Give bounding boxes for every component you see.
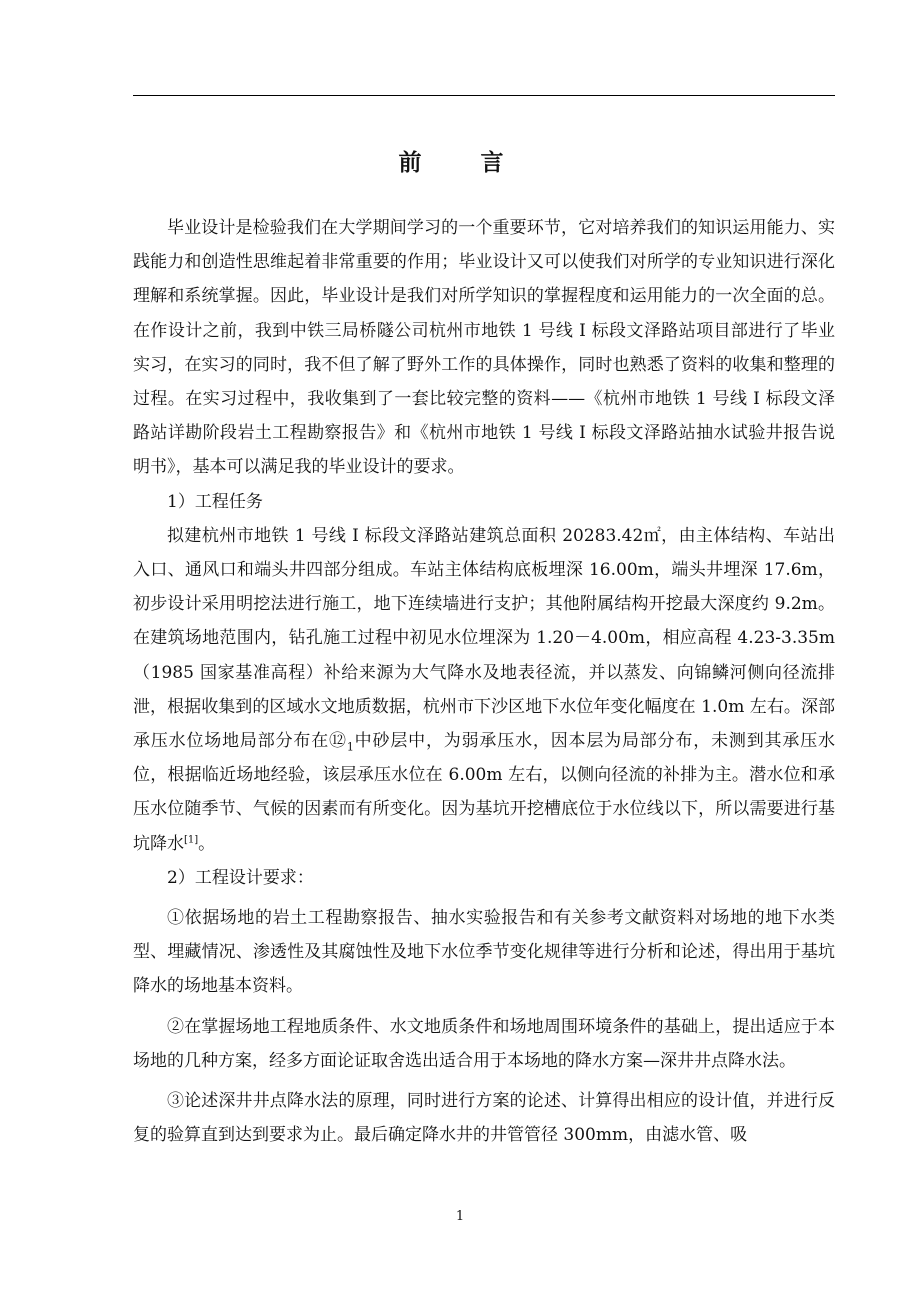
document-body bbox=[133, 211, 835, 1152]
requirements-heading: 2）工程设计要求： bbox=[167, 867, 314, 888]
task-text-part1: 拟建杭州市地铁 1 号线 I 标段文泽路站建筑总面积 20283.42㎡，由主体结构、车站出入口、通风口和端头井四部分组成。车站主体结构底板埋深 16.00m，端头井埋深 17.6m，初步设计采用明挖法进行施工，地下连续墙进行支护；其他附属结构开挖最大深度约 9.2m。在建筑场地范围内，钻孔施工过程中初见水位埋深为 1.20－4.00m，相应高程 4.23-3.35m（1985 国家基准高程）补给来源为大气降水及地表径流，并以蒸发、向锦鳞河侧向径流排泄，根据收集到的区域水文地质数据，杭州市下沙区地下水位年变化幅度在 1.0m 左右。深部承压水位场地局部分布在⑫ bbox=[133, 525, 835, 752]
requirement-item-3: ③论述深井井点降水法的原理，同时进行方案的论述、计算得出相应的设计值，并进行反复的验算直到达到要求为止。最后确定降水井的井管管径 300mm，由滤水管、吸 bbox=[133, 1091, 835, 1146]
citation-marker: [1] bbox=[184, 834, 199, 845]
page-number: 1 bbox=[455, 1209, 465, 1224]
requirement-item-1: ①依据场地的岩土工程勘察报告、抽水实验报告和有关参考文献资料对场地的地下水类型、埋藏情况、渗透性及其腐蚀性及地下水位季节变化规律等进行分析和论述，得出用于基坑降水的场地基本资料。 bbox=[133, 908, 835, 997]
task-text-part3: 。 bbox=[198, 833, 216, 854]
intro-paragraph: 毕业设计是检验我们在大学期间学习的一个重要环节，它对培养我们的知识运用能力、实践能力和创造性思维起着非常重要的作用；毕业设计又可以使我们对所学的专业知识进行深化理解和系统掌握。因此，毕业设计是我们对所学知识的掌握程度和运用能力的一次全面的总。在作设计之前，我到中铁三局桥隧公司杭州市地铁 1 号线 I 标段文泽路站项目部进行了毕业实习，在实习的同时，我不但了解了野外工作的具体操作，同时也熟悉了资料的收集和整理的过程。在实习过程中，我收集到了一套比较完整的资料——《杭州市地铁 1 号线 I 标段文泽路站详勘阶段岩土工程勘察报告》和《杭州市地铁 1 号线 I 标段文泽路站抽水试验井报告说明书》，基本可以满足我的毕业设计的要求。 bbox=[133, 218, 835, 478]
task-text-part2: 中砂层中，为弱承压水，因本层为局部分布，未测到其承压水位，根据临近场地经验，该层承压水位在 6.00m 左右，以侧向径流的补排为主。潜水位和承压水位随季节、气候的因素而有所变化。因为基坑开挖槽底位于水位线以下，所以需要进行基坑降水 bbox=[133, 731, 836, 854]
header-rule bbox=[133, 95, 835, 96]
task-heading: 1）工程任务 bbox=[167, 491, 263, 512]
page-title: 前 言 bbox=[398, 149, 522, 176]
task-paragraph bbox=[133, 519, 835, 861]
layer-subscript: 1 bbox=[346, 740, 354, 754]
requirement-item-2: ②在掌握场地工程地质条件、水文地质条件和场地周围环境条件的基础上，提出适应于本场地的几种方案，经多方面论证取舍选出适合用于本场地的降水方案—深井井点降水法。 bbox=[133, 1016, 835, 1071]
